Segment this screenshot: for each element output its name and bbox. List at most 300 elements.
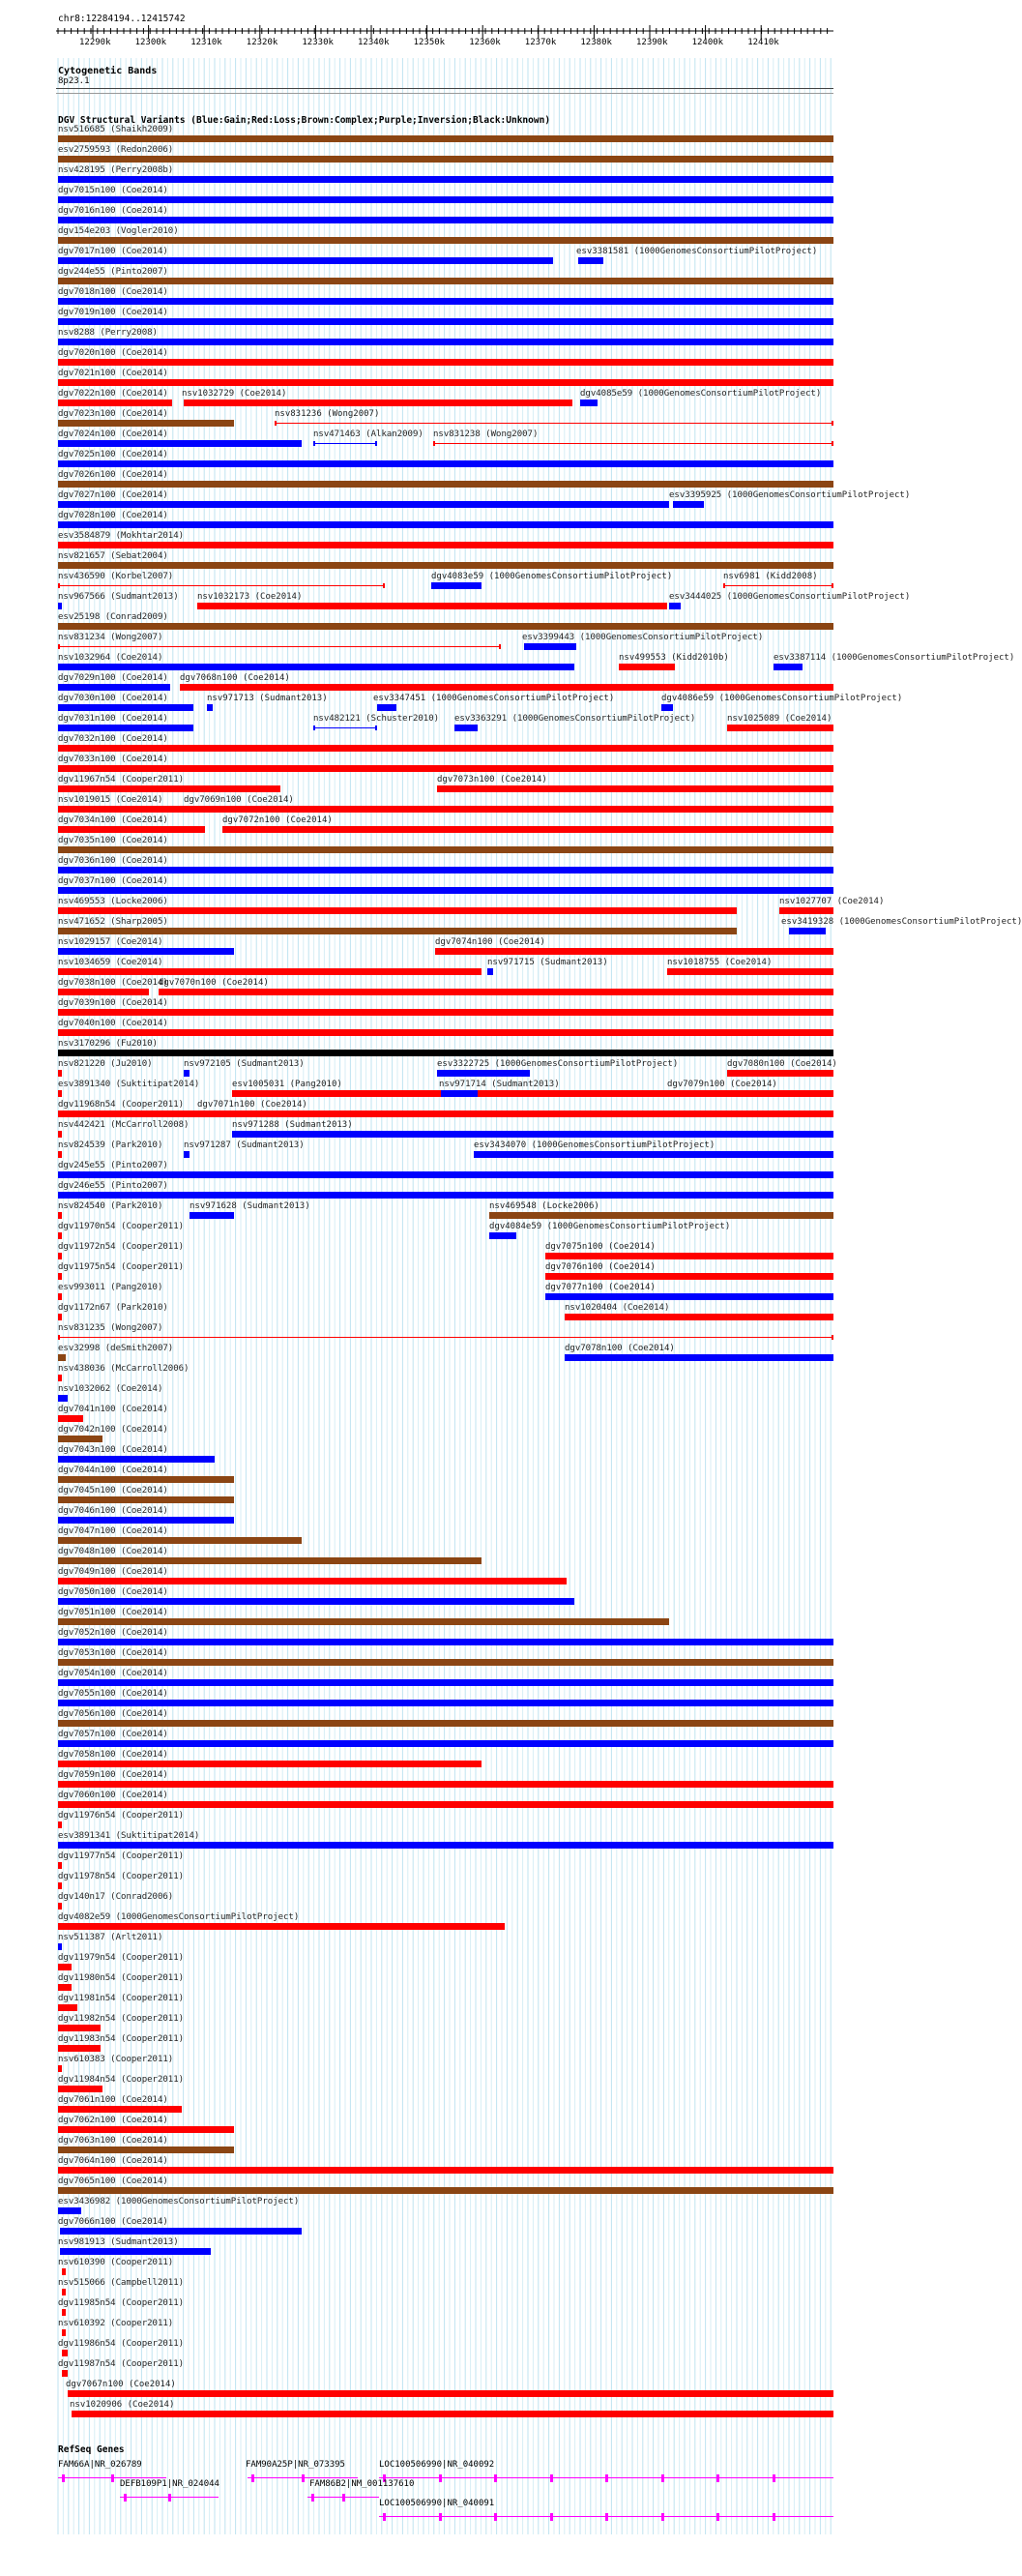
variant-label[interactable]: dgv7018n100 (Coe2014) xyxy=(58,287,168,297)
variant-label[interactable]: nsv971628 (Sudmant2013) xyxy=(190,1201,310,1211)
variant-label[interactable]: esv3395925 (1000GenomesConsortiumPilotProject) xyxy=(669,490,911,500)
variant-label[interactable]: nsv831236 (Wong2007) xyxy=(275,409,380,419)
variant-bar[interactable] xyxy=(184,1070,190,1077)
variant-label[interactable]: nsv821657 (Sebat2004) xyxy=(58,551,168,561)
variant-label[interactable]: dgv7040n100 (Coe2014) xyxy=(58,1019,168,1028)
variant-bar[interactable] xyxy=(62,2268,66,2275)
variant-label[interactable]: nsv482121 (Schuster2010) xyxy=(313,714,440,724)
gene-label[interactable]: FAM66A|NR_026789 xyxy=(58,2460,142,2470)
variant-bar[interactable] xyxy=(431,582,482,589)
variant-label[interactable]: dgv7051n100 (Coe2014) xyxy=(58,1608,168,1617)
variant-label[interactable]: dgv7027n100 (Coe2014) xyxy=(58,490,168,500)
variant-bar[interactable] xyxy=(58,420,234,427)
variant-label[interactable]: dgv1172n67 (Park2010) xyxy=(58,1303,168,1313)
variant-bar[interactable] xyxy=(565,1314,833,1320)
variant-label[interactable]: dgv7080n100 (Coe2014) xyxy=(727,1059,837,1069)
variant-bar[interactable] xyxy=(437,785,833,792)
variant-label[interactable]: dgv11975n54 (Cooper2011) xyxy=(58,1262,185,1272)
variant-bar[interactable] xyxy=(580,400,598,406)
variant-label[interactable]: dgv7045n100 (Coe2014) xyxy=(58,1486,168,1495)
variant-label[interactable]: dgv11981n54 (Cooper2011) xyxy=(58,1994,185,2003)
variant-label[interactable]: esv3891341 (Suktitipat2014) xyxy=(58,1831,200,1841)
variant-label[interactable]: dgv7059n100 (Coe2014) xyxy=(58,1770,168,1780)
variant-label[interactable]: dgv7067n100 (Coe2014) xyxy=(66,2380,176,2389)
variant-bar[interactable] xyxy=(58,1842,833,1849)
variant-label[interactable]: dgv7017n100 (Coe2014) xyxy=(58,247,168,256)
variant-label[interactable]: dgv11985n54 (Cooper2011) xyxy=(58,2298,185,2308)
variant-bar[interactable] xyxy=(58,521,833,528)
variant-label[interactable]: esv3363291 (1000GenomesConsortiumPilotProject) xyxy=(454,714,696,724)
variant-label[interactable]: dgv7057n100 (Coe2014) xyxy=(58,1730,168,1739)
variant-bar[interactable] xyxy=(58,1273,62,1280)
variant-bar[interactable] xyxy=(474,1151,833,1158)
gene-label[interactable]: FAM90A25P|NR_073395 xyxy=(246,2460,345,2470)
variant-label[interactable]: dgv7070n100 (Coe2014) xyxy=(159,978,269,988)
variant-bar[interactable] xyxy=(58,1050,833,1056)
variant-bar[interactable] xyxy=(779,907,833,914)
variant-bar[interactable] xyxy=(62,2289,66,2295)
variant-label[interactable]: dgv11987n54 (Cooper2011) xyxy=(58,2359,185,2369)
variant-label[interactable]: nsv471463 (Alkan2009) xyxy=(313,429,423,439)
variant-label[interactable]: dgv4085e59 (1000GenomesConsortiumPilotProject) xyxy=(580,389,822,399)
variant-label[interactable]: dgv7065n100 (Coe2014) xyxy=(58,2176,168,2186)
variant-label[interactable]: dgv7026n100 (Coe2014) xyxy=(58,470,168,480)
variant-label[interactable]: dgv140n17 (Conrad2006) xyxy=(58,1892,174,1902)
variant-bar[interactable] xyxy=(58,440,302,447)
variant-bar[interactable] xyxy=(58,1618,669,1625)
variant-bar[interactable] xyxy=(68,2390,833,2397)
variant-label[interactable]: dgv7053n100 (Coe2014) xyxy=(58,1648,168,1658)
variant-label[interactable]: dgv7075n100 (Coe2014) xyxy=(545,1242,656,1252)
variant-label[interactable]: dgv7055n100 (Coe2014) xyxy=(58,1689,168,1699)
variant-label[interactable]: dgv11982n54 (Cooper2011) xyxy=(58,2014,185,2024)
variant-bar[interactable] xyxy=(58,339,833,345)
variant-bar[interactable] xyxy=(180,684,833,691)
variant-label[interactable]: dgv7064n100 (Coe2014) xyxy=(58,2156,168,2166)
variant-label[interactable]: dgv11976n54 (Cooper2011) xyxy=(58,1811,185,1821)
variant-bar[interactable] xyxy=(58,1375,62,1381)
variant-bar[interactable] xyxy=(60,2248,211,2255)
variant-bar[interactable] xyxy=(58,481,833,488)
variant-bar[interactable] xyxy=(545,1253,833,1259)
variant-bar[interactable] xyxy=(58,704,193,711)
variant-bar[interactable] xyxy=(197,603,667,609)
variant-label[interactable]: nsv824540 (Park2010) xyxy=(58,1201,163,1211)
variant-label[interactable]: dgv7031n100 (Coe2014) xyxy=(58,714,168,724)
variant-label[interactable]: dgv11979n54 (Cooper2011) xyxy=(58,1953,185,1963)
variant-bar[interactable] xyxy=(58,1314,62,1320)
variant-label[interactable]: dgv7050n100 (Coe2014) xyxy=(58,1587,168,1597)
variant-label[interactable]: nsv469548 (Locke2006) xyxy=(489,1201,599,1211)
variant-label[interactable]: dgv11972n54 (Cooper2011) xyxy=(58,1242,185,1252)
variant-label[interactable]: dgv7078n100 (Coe2014) xyxy=(565,1344,675,1353)
variant-bar[interactable] xyxy=(58,1517,234,1524)
variant-bar[interactable] xyxy=(58,785,280,792)
variant-bar[interactable] xyxy=(58,684,170,691)
variant-label[interactable]: nsv3170296 (Fu2010) xyxy=(58,1039,158,1049)
variant-bar[interactable] xyxy=(58,1456,215,1463)
variant-label[interactable]: dgv7019n100 (Coe2014) xyxy=(58,308,168,317)
variant-bar[interactable] xyxy=(58,1598,574,1605)
variant-bar[interactable] xyxy=(58,725,193,731)
variant-label[interactable]: dgv7022n100 (Coe2014) xyxy=(58,389,168,399)
variant-bar[interactable] xyxy=(58,1415,83,1422)
variant-bar[interactable] xyxy=(60,2228,302,2235)
variant-bar[interactable] xyxy=(58,379,833,386)
variant-bar[interactable] xyxy=(58,826,205,833)
variant-bar[interactable] xyxy=(58,867,833,873)
variant-label[interactable]: nsv972105 (Sudmant2013) xyxy=(184,1059,305,1069)
variant-bar[interactable] xyxy=(62,2350,68,2356)
variant-label[interactable]: dgv7033n100 (Coe2014) xyxy=(58,755,168,764)
variant-label[interactable]: dgv7056n100 (Coe2014) xyxy=(58,1709,168,1719)
variant-bar[interactable] xyxy=(377,704,396,711)
variant-label[interactable]: esv3891340 (Suktitipat2014) xyxy=(58,1080,200,1089)
variant-label[interactable]: dgv7021n100 (Coe2014) xyxy=(58,369,168,378)
variant-bar[interactable] xyxy=(58,1882,62,1889)
variant-label[interactable]: dgv244e55 (Pinto2007) xyxy=(58,267,168,277)
variant-bar[interactable] xyxy=(58,664,574,670)
variant-bar[interactable] xyxy=(661,704,673,711)
variant-label[interactable]: dgv7069n100 (Coe2014) xyxy=(184,795,294,805)
variant-bar[interactable] xyxy=(669,603,681,609)
variant-bar[interactable] xyxy=(58,1496,234,1503)
variant-label[interactable]: nsv610383 (Cooper2011) xyxy=(58,2055,174,2064)
variant-label[interactable]: dgv7024n100 (Coe2014) xyxy=(58,429,168,439)
variant-label[interactable]: nsv516685 (Shaikh2009) xyxy=(58,125,174,134)
variant-label[interactable]: nsv824539 (Park2010) xyxy=(58,1140,163,1150)
variant-label[interactable]: dgv7029n100 (Coe2014) xyxy=(58,673,168,683)
variant-label[interactable]: dgv7030n100 (Coe2014) xyxy=(58,694,168,703)
variant-label[interactable]: dgv4086e59 (1000GenomesConsortiumPilotProject) xyxy=(661,694,903,703)
variant-bar[interactable] xyxy=(667,1090,833,1097)
variant-label[interactable]: dgv7071n100 (Coe2014) xyxy=(197,1100,307,1110)
variant-label[interactable]: dgv7042n100 (Coe2014) xyxy=(58,1425,168,1435)
variant-bar[interactable] xyxy=(58,968,482,975)
variant-label[interactable]: dgv4082e59 (1000GenomesConsortiumPilotProject) xyxy=(58,1912,300,1922)
variant-bar[interactable] xyxy=(454,725,478,731)
variant-label[interactable]: nsv971288 (Sudmant2013) xyxy=(232,1120,353,1130)
variant-bar[interactable] xyxy=(619,664,675,670)
variant-label[interactable]: dgv11978n54 (Cooper2011) xyxy=(58,1872,185,1881)
variant-label[interactable]: esv993011 (Pang2010) xyxy=(58,1283,163,1292)
variant-bar[interactable] xyxy=(58,1964,72,1970)
variant-bar[interactable] xyxy=(62,2370,68,2377)
variant-label[interactable]: nsv1029157 (Coe2014) xyxy=(58,937,163,947)
variant-bar[interactable] xyxy=(58,1537,302,1544)
variant-label[interactable]: nsv821220 (Ju2010) xyxy=(58,1059,153,1069)
variant-label[interactable]: dgv11986n54 (Cooper2011) xyxy=(58,2339,185,2349)
variant-bar[interactable] xyxy=(313,727,377,728)
variant-label[interactable]: dgv7038n100 (Coe2014) xyxy=(58,978,168,988)
variant-bar[interactable] xyxy=(58,1192,833,1199)
variant-bar[interactable] xyxy=(58,1090,62,1097)
variant-bar[interactable] xyxy=(565,1354,833,1361)
variant-label[interactable]: dgv11980n54 (Cooper2011) xyxy=(58,1973,185,1983)
variant-bar[interactable] xyxy=(58,1984,72,1991)
variant-bar[interactable] xyxy=(58,1923,505,1930)
variant-label[interactable]: dgv7034n100 (Coe2014) xyxy=(58,815,168,825)
variant-bar[interactable] xyxy=(578,257,603,264)
variant-label[interactable]: dgv7020n100 (Coe2014) xyxy=(58,348,168,358)
variant-bar[interactable] xyxy=(58,176,833,183)
variant-bar[interactable] xyxy=(58,1476,234,1483)
variant-bar[interactable] xyxy=(667,968,833,975)
variant-label[interactable]: dgv7079n100 (Coe2014) xyxy=(667,1080,777,1089)
variant-bar[interactable] xyxy=(58,1337,833,1338)
variant-bar[interactable] xyxy=(58,257,553,264)
variant-label[interactable]: dgv7062n100 (Coe2014) xyxy=(58,2116,168,2125)
variant-label[interactable]: esv3436982 (1000GenomesConsortiumPilotProject) xyxy=(58,2197,300,2206)
variant-label[interactable]: nsv511387 (Arlt2011) xyxy=(58,1933,163,1942)
variant-label[interactable]: dgv7047n100 (Coe2014) xyxy=(58,1526,168,1536)
variant-label[interactable]: esv3399443 (1000GenomesConsortiumPilotProject) xyxy=(522,633,764,642)
variant-label[interactable]: esv3419328 (1000GenomesConsortiumPilotProject) xyxy=(781,917,1022,927)
variant-label[interactable]: dgv7076n100 (Coe2014) xyxy=(545,1262,656,1272)
variant-bar[interactable] xyxy=(58,623,833,630)
variant-bar[interactable] xyxy=(58,2126,234,2133)
variant-bar[interactable] xyxy=(58,1232,62,1239)
variant-bar[interactable] xyxy=(58,1151,62,1158)
variant-bar[interactable] xyxy=(673,501,704,508)
variant-bar[interactable] xyxy=(62,2309,66,2316)
variant-label[interactable]: dgv11968n54 (Cooper2011) xyxy=(58,1100,185,1110)
variant-label[interactable]: nsv1025089 (Coe2014) xyxy=(727,714,832,724)
variant-label[interactable]: nsv1027707 (Coe2014) xyxy=(779,897,885,906)
variant-label[interactable]: dgv7037n100 (Coe2014) xyxy=(58,876,168,886)
variant-bar[interactable] xyxy=(58,542,833,548)
variant-label[interactable]: nsv438036 (McCarroll2006) xyxy=(58,1364,190,1374)
variant-label[interactable]: dgv7073n100 (Coe2014) xyxy=(437,775,547,785)
variant-bar[interactable] xyxy=(58,1720,833,1727)
gene-label[interactable]: LOC100506990|NR_040092 xyxy=(379,2460,495,2470)
variant-bar[interactable] xyxy=(58,2167,833,2174)
variant-bar[interactable] xyxy=(437,1070,530,1077)
variant-label[interactable]: nsv428195 (Perry2008b) xyxy=(58,165,174,175)
variant-label[interactable]: dgv7036n100 (Coe2014) xyxy=(58,856,168,866)
variant-bar[interactable] xyxy=(58,765,833,772)
variant-bar[interactable] xyxy=(58,1821,62,1828)
variant-bar[interactable] xyxy=(545,1293,833,1300)
variant-label[interactable]: dgv7032n100 (Coe2014) xyxy=(58,734,168,744)
variant-bar[interactable] xyxy=(58,2004,77,2011)
variant-label[interactable]: dgv11983n54 (Cooper2011) xyxy=(58,2034,185,2044)
variant-bar[interactable] xyxy=(58,318,833,325)
variant-label[interactable]: nsv436590 (Korbel2007) xyxy=(58,572,174,581)
variant-label[interactable]: esv3347451 (1000GenomesConsortiumPilotProject) xyxy=(373,694,615,703)
variant-label[interactable]: dgv7023n100 (Coe2014) xyxy=(58,409,168,419)
variant-bar[interactable] xyxy=(197,1110,833,1117)
variant-label[interactable]: nsv831238 (Wong2007) xyxy=(433,429,539,439)
gene-label[interactable]: LOC100506990|NR_040091 xyxy=(379,2499,495,2508)
variant-label[interactable]: esv3322725 (1000GenomesConsortiumPilotProject) xyxy=(437,1059,679,1069)
variant-bar[interactable] xyxy=(190,1212,234,1219)
variant-label[interactable]: nsv442421 (McCarroll2008) xyxy=(58,1120,190,1130)
variant-label[interactable]: nsv831235 (Wong2007) xyxy=(58,1323,163,1333)
variant-label[interactable]: dgv7028n100 (Coe2014) xyxy=(58,511,168,520)
variant-bar[interactable] xyxy=(58,2045,101,2052)
variant-bar[interactable] xyxy=(58,1253,62,1259)
variant-label[interactable]: esv3381581 (1000GenomesConsortiumPilotProject) xyxy=(576,247,818,256)
variant-label[interactable]: esv32998 (deSmith2007) xyxy=(58,1344,174,1353)
variant-label[interactable]: nsv1032729 (Coe2014) xyxy=(182,389,287,399)
variant-bar[interactable] xyxy=(433,443,833,444)
variant-label[interactable]: nsv831234 (Wong2007) xyxy=(58,633,163,642)
variant-bar[interactable] xyxy=(313,443,377,444)
variant-label[interactable]: nsv1020906 (Coe2014) xyxy=(70,2400,175,2410)
variant-bar[interactable] xyxy=(58,1903,62,1910)
variant-bar[interactable] xyxy=(774,664,803,670)
variant-label[interactable]: esv2759593 (Redon2006) xyxy=(58,145,174,155)
variant-bar[interactable] xyxy=(58,278,833,284)
variant-label[interactable]: dgv7039n100 (Coe2014) xyxy=(58,998,168,1008)
variant-label[interactable]: nsv1019015 (Coe2014) xyxy=(58,795,163,805)
variant-bar[interactable] xyxy=(58,2065,62,2072)
variant-bar[interactable] xyxy=(489,1232,516,1239)
variant-bar[interactable] xyxy=(58,745,833,752)
variant-bar[interactable] xyxy=(723,585,833,586)
variant-bar[interactable] xyxy=(58,1070,62,1077)
variant-bar[interactable] xyxy=(58,1009,833,1016)
variant-label[interactable]: dgv7049n100 (Coe2014) xyxy=(58,1567,168,1577)
variant-label[interactable]: dgv7061n100 (Coe2014) xyxy=(58,2095,168,2105)
variant-label[interactable]: esv1005031 (Pang2010) xyxy=(232,1080,342,1089)
variant-label[interactable]: dgv7072n100 (Coe2014) xyxy=(222,815,333,825)
variant-label[interactable]: dgv7035n100 (Coe2014) xyxy=(58,836,168,845)
variant-bar[interactable] xyxy=(58,2147,234,2153)
variant-label[interactable]: dgv4083e59 (1000GenomesConsortiumPilotProject) xyxy=(431,572,673,581)
variant-bar[interactable] xyxy=(184,806,833,813)
variant-bar[interactable] xyxy=(58,1659,833,1666)
variant-label[interactable]: nsv1032964 (Coe2014) xyxy=(58,653,163,663)
variant-bar[interactable] xyxy=(58,359,833,366)
variant-label[interactable]: nsv971714 (Sudmant2013) xyxy=(439,1080,560,1089)
variant-label[interactable]: nsv971287 (Sudmant2013) xyxy=(184,1140,305,1150)
variant-bar[interactable] xyxy=(58,1354,66,1361)
variant-bar[interactable] xyxy=(58,928,737,934)
variant-bar[interactable] xyxy=(58,603,62,609)
variant-bar[interactable] xyxy=(58,1212,62,1219)
variant-label[interactable]: nsv469553 (Locke2006) xyxy=(58,897,168,906)
variant-bar[interactable] xyxy=(58,1740,833,1747)
variant-bar[interactable] xyxy=(58,1395,68,1402)
variant-label[interactable]: dgv7016n100 (Coe2014) xyxy=(58,206,168,216)
variant-bar[interactable] xyxy=(58,156,833,163)
variant-bar[interactable] xyxy=(207,704,213,711)
variant-label[interactable]: nsv967566 (Sudmant2013) xyxy=(58,592,179,602)
variant-bar[interactable] xyxy=(58,1293,62,1300)
variant-label[interactable]: dgv7048n100 (Coe2014) xyxy=(58,1547,168,1556)
variant-label[interactable]: dgv7077n100 (Coe2014) xyxy=(545,1283,656,1292)
variant-bar[interactable] xyxy=(232,1131,833,1138)
variant-label[interactable]: nsv1034659 (Coe2014) xyxy=(58,958,163,967)
variant-label[interactable]: nsv1020404 (Coe2014) xyxy=(565,1303,670,1313)
variant-bar[interactable] xyxy=(184,1151,190,1158)
variant-bar[interactable] xyxy=(489,1212,833,1219)
variant-bar[interactable] xyxy=(789,928,826,934)
variant-label[interactable]: dgv11977n54 (Cooper2011) xyxy=(58,1851,185,1861)
variant-label[interactable]: dgv154e203 (Vogler2010) xyxy=(58,226,179,236)
variant-bar[interactable] xyxy=(58,1801,833,1808)
variant-bar[interactable] xyxy=(72,2411,833,2417)
variant-bar[interactable] xyxy=(58,1761,482,1767)
variant-bar[interactable] xyxy=(435,948,833,955)
variant-label[interactable]: dgv245e55 (Pinto2007) xyxy=(58,1161,168,1170)
variant-bar[interactable] xyxy=(58,460,833,467)
variant-bar[interactable] xyxy=(159,989,833,995)
variant-bar[interactable] xyxy=(58,907,737,914)
variant-bar[interactable] xyxy=(58,1557,482,1564)
variant-bar[interactable] xyxy=(441,1090,478,1097)
variant-label[interactable]: dgv7066n100 (Coe2014) xyxy=(58,2217,168,2227)
variant-bar[interactable] xyxy=(524,643,576,650)
variant-label[interactable]: dgv246e55 (Pinto2007) xyxy=(58,1181,168,1191)
variant-bar[interactable] xyxy=(58,887,833,894)
variant-bar[interactable] xyxy=(58,1131,62,1138)
variant-bar[interactable] xyxy=(58,948,234,955)
gene-label[interactable]: DEFB109P1|NR_024044 xyxy=(120,2479,219,2489)
variant-bar[interactable] xyxy=(58,135,833,142)
variant-label[interactable]: nsv499553 (Kidd2010b) xyxy=(619,653,729,663)
variant-bar[interactable] xyxy=(58,989,149,995)
variant-label[interactable]: esv25198 (Conrad2009) xyxy=(58,612,168,622)
variant-label[interactable]: nsv515066 (Campbell2011) xyxy=(58,2278,185,2288)
variant-bar[interactable] xyxy=(58,217,833,223)
variant-label[interactable]: dgv7052n100 (Coe2014) xyxy=(58,1628,168,1638)
variant-bar[interactable] xyxy=(62,2329,66,2336)
variant-label[interactable]: nsv471652 (Sharp2005) xyxy=(58,917,168,927)
variant-label[interactable]: nsv971715 (Sudmant2013) xyxy=(487,958,608,967)
variant-label[interactable]: nsv1032173 (Coe2014) xyxy=(197,592,303,602)
variant-bar[interactable] xyxy=(58,237,833,244)
variant-bar[interactable] xyxy=(58,585,385,586)
variant-label[interactable]: dgv11984n54 (Cooper2011) xyxy=(58,2075,185,2085)
variant-bar[interactable] xyxy=(545,1273,833,1280)
variant-bar[interactable] xyxy=(58,2106,182,2113)
variant-label[interactable]: dgv7025n100 (Coe2014) xyxy=(58,450,168,459)
variant-bar[interactable] xyxy=(58,400,172,406)
variant-label[interactable]: esv3444025 (1000GenomesConsortiumPilotProject) xyxy=(669,592,911,602)
variant-bar[interactable] xyxy=(58,1943,62,1950)
variant-label[interactable]: nsv981913 (Sudmant2013) xyxy=(58,2237,179,2247)
variant-bar[interactable] xyxy=(58,562,833,569)
variant-bar[interactable] xyxy=(487,968,493,975)
variant-bar[interactable] xyxy=(58,1029,833,1036)
variant-bar[interactable] xyxy=(58,846,833,853)
variant-bar[interactable] xyxy=(58,1862,62,1869)
variant-bar[interactable] xyxy=(58,2025,101,2031)
variant-bar[interactable] xyxy=(58,2207,81,2214)
variant-label[interactable]: nsv610390 (Cooper2011) xyxy=(58,2258,174,2267)
variant-bar[interactable] xyxy=(727,1070,833,1077)
variant-bar[interactable] xyxy=(58,298,833,305)
variant-bar[interactable] xyxy=(275,423,833,424)
variant-bar[interactable] xyxy=(184,400,572,406)
variant-label[interactable]: esv3387114 (1000GenomesConsortiumPilotProject) xyxy=(774,653,1015,663)
variant-bar[interactable] xyxy=(58,2086,102,2092)
variant-bar[interactable] xyxy=(58,1578,567,1584)
variant-label[interactable]: dgv7043n100 (Coe2014) xyxy=(58,1445,168,1455)
variant-label[interactable]: dgv7063n100 (Coe2014) xyxy=(58,2136,168,2146)
variant-bar[interactable] xyxy=(222,826,833,833)
variant-bar[interactable] xyxy=(58,501,669,508)
variant-label[interactable]: nsv6981 (Kidd2008) xyxy=(723,572,818,581)
gene-label[interactable]: FAM86B2|NM_001137610 xyxy=(309,2479,415,2489)
variant-bar[interactable] xyxy=(58,1171,833,1178)
variant-bar[interactable] xyxy=(58,1700,833,1706)
variant-label[interactable]: dgv7015n100 (Coe2014) xyxy=(58,186,168,195)
variant-label[interactable]: dgv7041n100 (Coe2014) xyxy=(58,1405,168,1414)
